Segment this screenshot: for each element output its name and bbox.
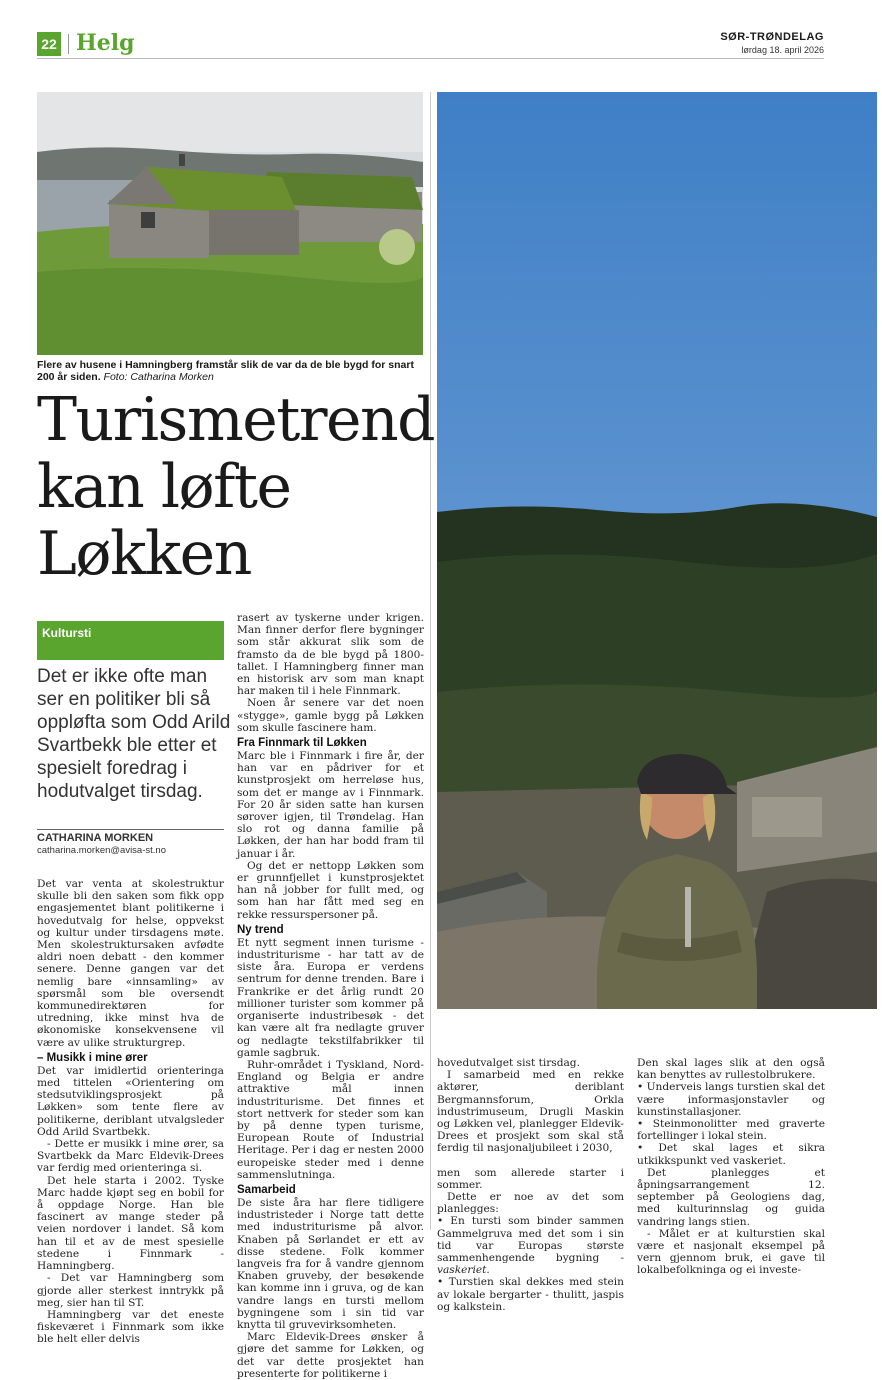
section-name: Helg [76,30,135,56]
byline-email: catharina.morken@avisa-st.no [37,845,166,856]
ingress-rule [37,829,224,830]
byline-name: CATHARINA MORKEN [37,832,154,844]
paragraph: De siste åra har flere tidligere industristeder i Norge tatt dette med industriturisme på alvor. Knaben på Sørlandet er ett av disse stedene. Folk kommer langveis fra for å vandre gjennom Knaben gruveby, der besøkende kan komme inn i gruva, og de kan vandre langs en tursti mellom bygningene som i sin tid var knytta til gruvevirksomheten. [237,1196,424,1331]
photo-caption [37,359,425,383]
article-column-3 [437,1057,624,1313]
list-item-text: • En tursti som binder sammen Gammelgruva med det som i sin tid var Europas største sammenhengende bygning - [437,1215,624,1265]
list-item-emphasis: vaskeriet. [437,1264,490,1277]
paragraph: Den skal lages slik at den også kan benyttes av rullestolbrukere. [637,1057,825,1082]
paragraph: Det planlegges et åpningsarrangement 12. september på Geologiens dag, med kulturinnslag og guida vandring langs stien. [637,1166,825,1228]
paragraph: rasert av tyskerne under krigen. Man finner derfor flere bygninger som står akkurat slik som de framsto da de ble bygd på 1800-tallet. I Hamningberg finner man en historisk arv som man knapt har maken til i hele Finnmark. [237,612,424,698]
subheading: – Musikk i mine ører [37,1051,148,1064]
caption-credit: Foto: Catharina Morken [103,371,214,383]
publication-name: SØR-TRØNDELAG [720,31,824,43]
publication-date: lørdag 18. april 2026 [741,45,824,55]
paragraph: Dette er noe av det som planlegges: [437,1191,624,1216]
portrait-photo [437,92,877,1009]
paragraph: Og det er nettopp Løkken som er grunnfjellet i kunstprosjektet han nå jobber for fullt med, og som han har fått med seg en rekke ressurspersoner på. [237,859,424,921]
list-item: • Det skal lages et sikra utkikkspunkt ved vaskeriet. [637,1142,825,1167]
plan-list [437,1215,624,1313]
paragraph: Det var venta at skolestruktur skulle bli den saken som fikk opp engasjementet blant politikerne i hovedutvalg for helse, oppvekst og kultur under tirsdagens møte. Men skolestruktursaken avfødte aldri noen debatt - den kommer senere. Denne gangen var det nemlig bare «innsamling» av spørsmål som ble oversendt kommunedirektøren for utredning, ikke minst hva de økonomiske konsekvensene vil være av ulike strukturgrep. [37,878,224,1049]
subheading: Fra Finnmark til Løkken [237,737,367,750]
article-column-2 [237,612,424,1380]
paragraph: Marc ble i Finnmark i fire år, der han var en pådriver for et kunstprosjekt om herreløse hus, som det er mange av i Finnmark. For 20 år siden satte han kursen sørover igjen, til Trøndelag. Han slo rot og danna familie på Løkken, der han har bodd fram til januar i år. [237,750,424,860]
paragraph: Ruhr-området i Tyskland, Nord-England og Belgia er andre attraktive mål innen industriturisme. Det finnes et stort nettverk for steder som kan by på denne typen turisme, European Route of Industrial Heritage. Per i dag er nesten 2000 europeiske steder med i denne sammenslutninga. [237,1058,424,1181]
list-item [437,1215,624,1276]
column-rule [430,92,431,1230]
headline-line: Løkken [37,519,251,589]
paragraph: hovedutvalget sist tirsdag. [437,1057,580,1069]
caption-text: Flere av husene i Hamningberg framstår slik de var da de ble bygd for snart 200 år siden. [37,359,414,383]
paragraph: - Det var Hamningberg som gjorde aller sterkest inntrykk på meg, sier han til ST. [37,1272,224,1309]
ingress: Det er ikke ofte man ser en politiker bli så oppløfta som Odd Arild Svartbekk ble etter et spesielt foredrag i hodutvalget tirsdag. [37,666,231,802]
list-item: • Underveis langs turstien skal det være informasjonstavler og kunstinstallasjoner. [637,1081,825,1118]
paragraph: Hamningberg var det eneste fiskeværet i Finnmark som ikke ble helt eller delvis [37,1308,224,1346]
paragraph: - Målet er at kulturstien skal være et nasjonalt eksempel på vern gjennom bruk, ei gave til lokalbefolkninga og ei investe- [637,1227,825,1277]
headline-line: kan løfte [37,452,291,522]
paragraph: - Dette er musikk i mine ører, sa Svartbekk da Marc Eldevik-Drees var ferdig med orienteringa si. [37,1138,224,1175]
hamningberg-houses-photo [37,92,423,355]
subheading: Samarbeid [237,1183,296,1196]
header-rule [37,58,824,59]
paragraph: Marc Eldevik-Drees ønsker å gjøre det samme for Løkken, og det var dette prosjektet han presenterte for politikerne i [237,1331,424,1380]
page-number: 22 [37,32,61,56]
article-column-4 [637,1057,825,1277]
headline [37,387,437,588]
list-item: • Turstien skal dekkes med stein av lokale bergarter - thulitt, jaspis og kalkstein. [437,1276,624,1313]
paragraph: I samarbeid med en rekke aktører, deriblant Bergmannsforum, Orkla industrimuseum, Drugli Maskin og Løkken vel, planlegger Eldevik-Drees et prosjekt som skal stå ferdig til nasjonaljubileet i 2030, [437,1069,624,1155]
paragraph: Noen år senere var det noen «stygge», gamle bygg på Løkken som skulle fascinere ham. [237,697,424,734]
list-item: • Steinmonolitter med graverte fortellinger i lokal stein. [637,1118,825,1143]
plan-list [637,1081,825,1166]
paragraph: men som allerede starter i sommer. [437,1166,624,1191]
subheading: Ny trend [237,923,284,936]
paragraph: Det hele starta i 2002. Tyske Marc hadde kjøpt seg en bobil for å oppdage Norge. Han ble fascinert av mange steder på veien nordover i landet. Så kom han til et av de mest spesielle stedene i Finnmark - Hamningberg. [37,1174,224,1273]
kicker-label: Kultursti [37,621,224,660]
paragraph: Det var imidlertid orienteringa med tittelen «Orientering om stedsutviklingsprosjekt på Løkken» som tente flere av politikerne, deriblant utvalgsleder Odd Arild Svartbekk. [37,1064,224,1138]
paragraph: Et nytt segment innen turisme - industriturisme - har tatt av de siste åra. Europa er verdens sentrum for denne trenden. Bare i Frankrike er det årlig rundt 20 millioner turister som kommer på organiserte industribesøk - det kan være alt fra nedlagte gruver og nedlagte tekstilfabrikker til gamle sagbruk. [237,936,424,1059]
header-divider [68,34,69,54]
headline-line: Turismetrend [37,385,435,455]
article-column-1 [37,878,224,1346]
